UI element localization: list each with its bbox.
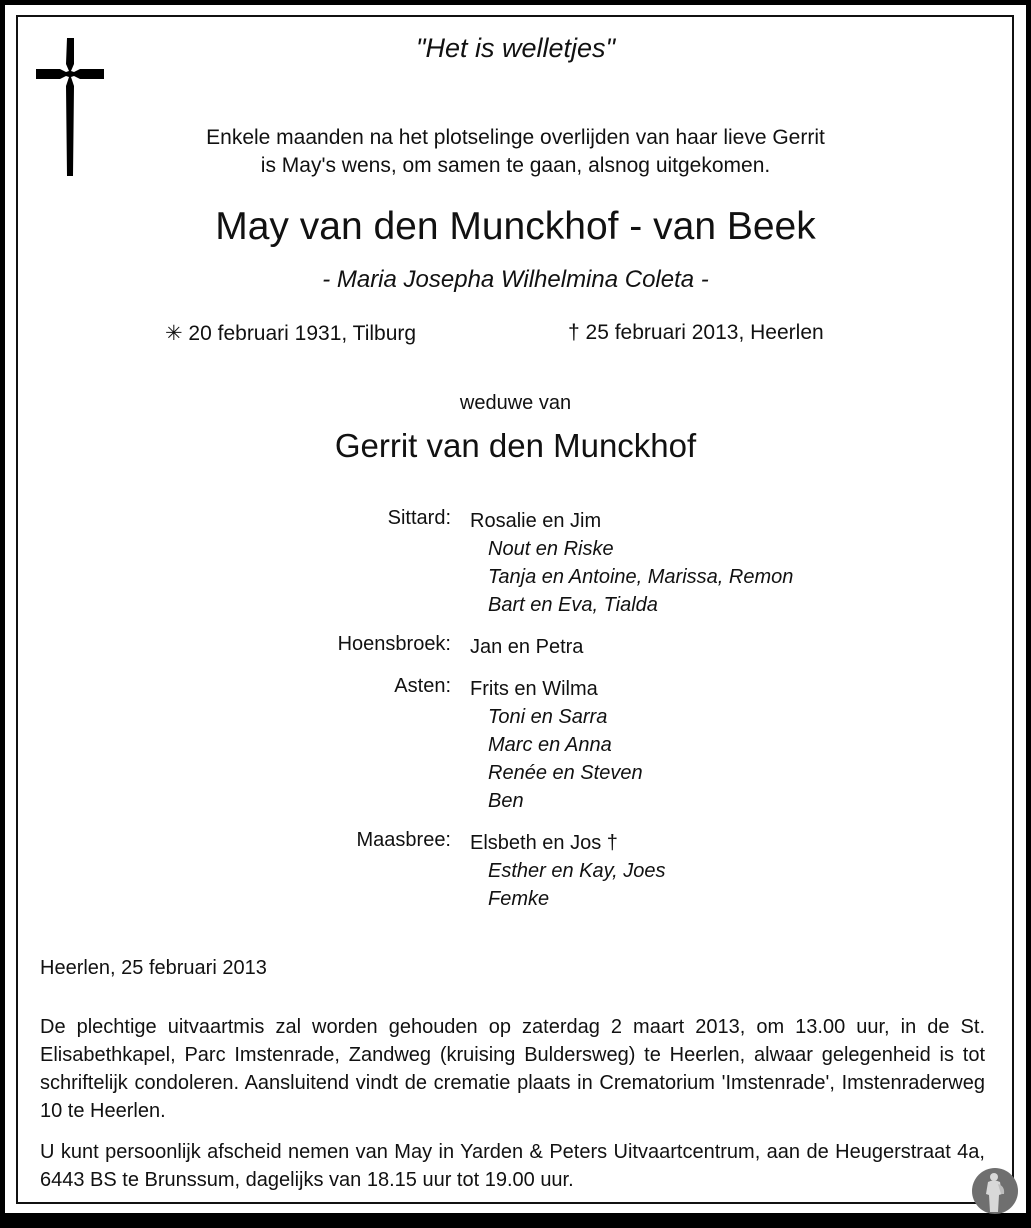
family-child: Renée en Steven — [488, 762, 643, 784]
family-child: Marc en Anna — [488, 734, 612, 756]
family-child: Femke — [488, 888, 550, 910]
family-place: Hoensbroek: — [337, 633, 451, 655]
family-child: Nout en Riske — [488, 538, 614, 560]
family-place: Asten: — [394, 675, 451, 697]
intro-line-2: is May's wens, om samen te gaan, alsnog uitgekomen. — [260, 154, 771, 177]
family-head: Frits en Wilma — [470, 678, 598, 700]
family-group-asten — [0, 675, 1031, 815]
farewell-details: U kunt persoonlijk afscheid nemen van May in Yarden & Peters Uitvaartcentrum, aan de Heugerstraat 4a, 6443 BS te Brunssum, dagelijks van 18.15 uur tot 19.00 uur. — [40, 1141, 985, 1191]
family-child: Bart en Eva, Tialda — [488, 594, 658, 616]
family-child: Tanja en Antoine, Marissa, Remon — [488, 566, 794, 588]
family-child: Toni en Sarra — [488, 706, 608, 728]
place-date: Heerlen, 25 februari 2013 — [40, 957, 267, 979]
family-head: Rosalie en Jim — [470, 510, 602, 532]
spouse-name: Gerrit van den Munckhof — [334, 427, 697, 464]
family-group-maasbree — [0, 829, 1031, 913]
death-info: † 25 februari 2013, Heerlen — [568, 321, 824, 344]
family-group-hoensbroek — [0, 633, 1031, 661]
memorial-logo-icon — [972, 1168, 1018, 1214]
intro-text — [0, 124, 1031, 180]
widow-label: weduwe van — [459, 392, 572, 414]
family-head: Jan en Petra — [470, 636, 584, 658]
funeral-details: De plechtige uitvaartmis zal worden gehouden op zaterdag 2 maart 2013, om 13.00 uur, in de St. Elisabethkapel, Parc Imstenrade, Zandweg (kruising Buldersweg) te Heerlen, alwaar gelegenheid is tot schriftelijk condoleren. Aansluitend vindt de crematie plaats in Crematorium 'Imstenrade', Imstenraderweg 10 te Heerlen. — [40, 1016, 985, 1122]
family-group-sittard — [0, 507, 1031, 619]
motto: "Het is welletjes" — [415, 33, 616, 63]
intro-line-1: Enkele maanden na het plotselinge overlijden van haar lieve Gerrit — [206, 126, 825, 149]
family-place: Sittard: — [387, 507, 451, 529]
family-list — [0, 507, 1031, 927]
given-names: - Maria Josepha Wilhelmina Coleta - — [322, 266, 709, 293]
family-child: Esther en Kay, Joes — [488, 860, 666, 882]
family-head: Elsbeth en Jos † — [470, 832, 618, 854]
birth-info: ✳ 20 februari 1931, Tilburg — [165, 322, 417, 345]
deceased-name: May van den Munckhof - van Beek — [215, 205, 816, 248]
family-place: Maasbree: — [356, 829, 451, 851]
family-child: Ben — [488, 790, 524, 812]
